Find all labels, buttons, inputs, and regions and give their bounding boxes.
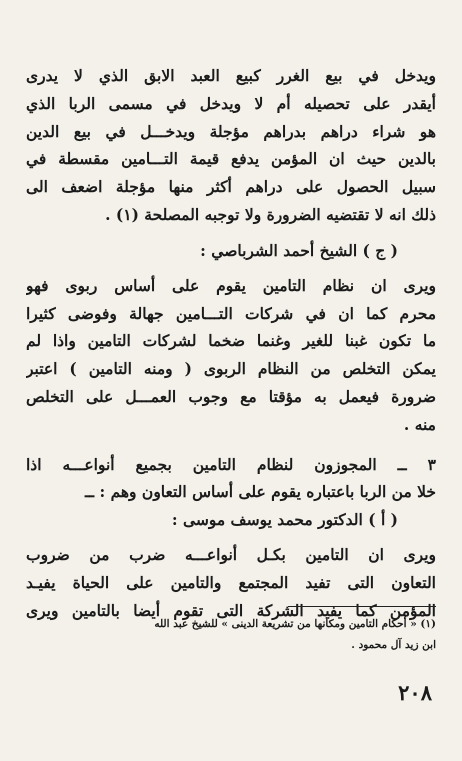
text-line: التعاون التى تفيد المجتمع والتامين على الحياة يفيـد	[26, 572, 436, 592]
heading-yusuf-musa: ( أ ) الدكتور محمد يوسف موسى :	[171, 510, 398, 530]
text-line: ويدخل في بيع الغرر كبيع العبد الابق الذي لا يدرى	[26, 66, 436, 85]
text-line: ٣ ــ المجوزون لنظام التامين بجميع أنواعـــه اذا	[26, 454, 436, 474]
text-line: يمكن التخلص من النظام الربوى ( ومنه التامين ) اعتبر	[26, 359, 436, 379]
paragraph-yusuf-musa	[26, 541, 436, 624]
text-line: هو شراء دراهم بدراهم مؤجلة ويدخـــل في بيع الدين	[26, 121, 436, 141]
heading-sharabasi: ( ج ) الشيخ أحمد الشرباصي :	[200, 240, 398, 260]
footnote-line: (١) « أحكام التامين ومكانها من تشريعة الدينى » للشيخ عبد الله	[154, 618, 436, 630]
paragraph-sharabasi	[26, 272, 436, 439]
text-line: سبيل الحصول على دراهم أكثر منها مؤجلة اضعف الى	[26, 177, 436, 197]
text-line: ويرى ان التامين بكـل أنواعـــه ضرب من ضروب	[26, 545, 436, 565]
section-3-permitters	[26, 451, 436, 507]
footnote	[26, 614, 436, 656]
text-line: ما تكون غبنا للغير وغنما ضخما لشركات التامين واذا لم	[26, 331, 436, 351]
text-line: أيقدر على تحصيله أم لا ويدخل في مسمى الربا الذي	[26, 93, 436, 113]
text-line: منه .	[403, 414, 436, 434]
page-number: ٢٠٨	[398, 680, 432, 705]
text-line: ويرى ان نظام التامين يقوم على أساس ربوى فهو	[26, 275, 436, 295]
text-line: المؤمن كما يفيد الشركة التى تقوم أيضا بالتامين ويرى	[26, 600, 436, 620]
text-line: ذلك انه لا تقتضيه الضرورة ولا توجبه المصلحة (١) .	[105, 204, 436, 224]
text-line: بالدين حيث ان المؤمن يدفع قيمة التـــامين مقسطة في	[26, 149, 436, 169]
footnote-line: ابن زيد آل محمود .	[351, 639, 436, 651]
text-line: ضرورة فيعمل به مؤقتا مع وجوب العمـــل على التخلص	[26, 386, 436, 406]
paragraph-gharar-riba	[26, 62, 436, 229]
text-line: محرم كما ان في شركات التـــامين جهالة وفوضى كثيرا	[26, 303, 436, 323]
text-line: خلا من الربا باعتباره يقوم على أساس التعاون وهم : ــ	[84, 482, 436, 502]
footnote-divider	[288, 606, 436, 607]
